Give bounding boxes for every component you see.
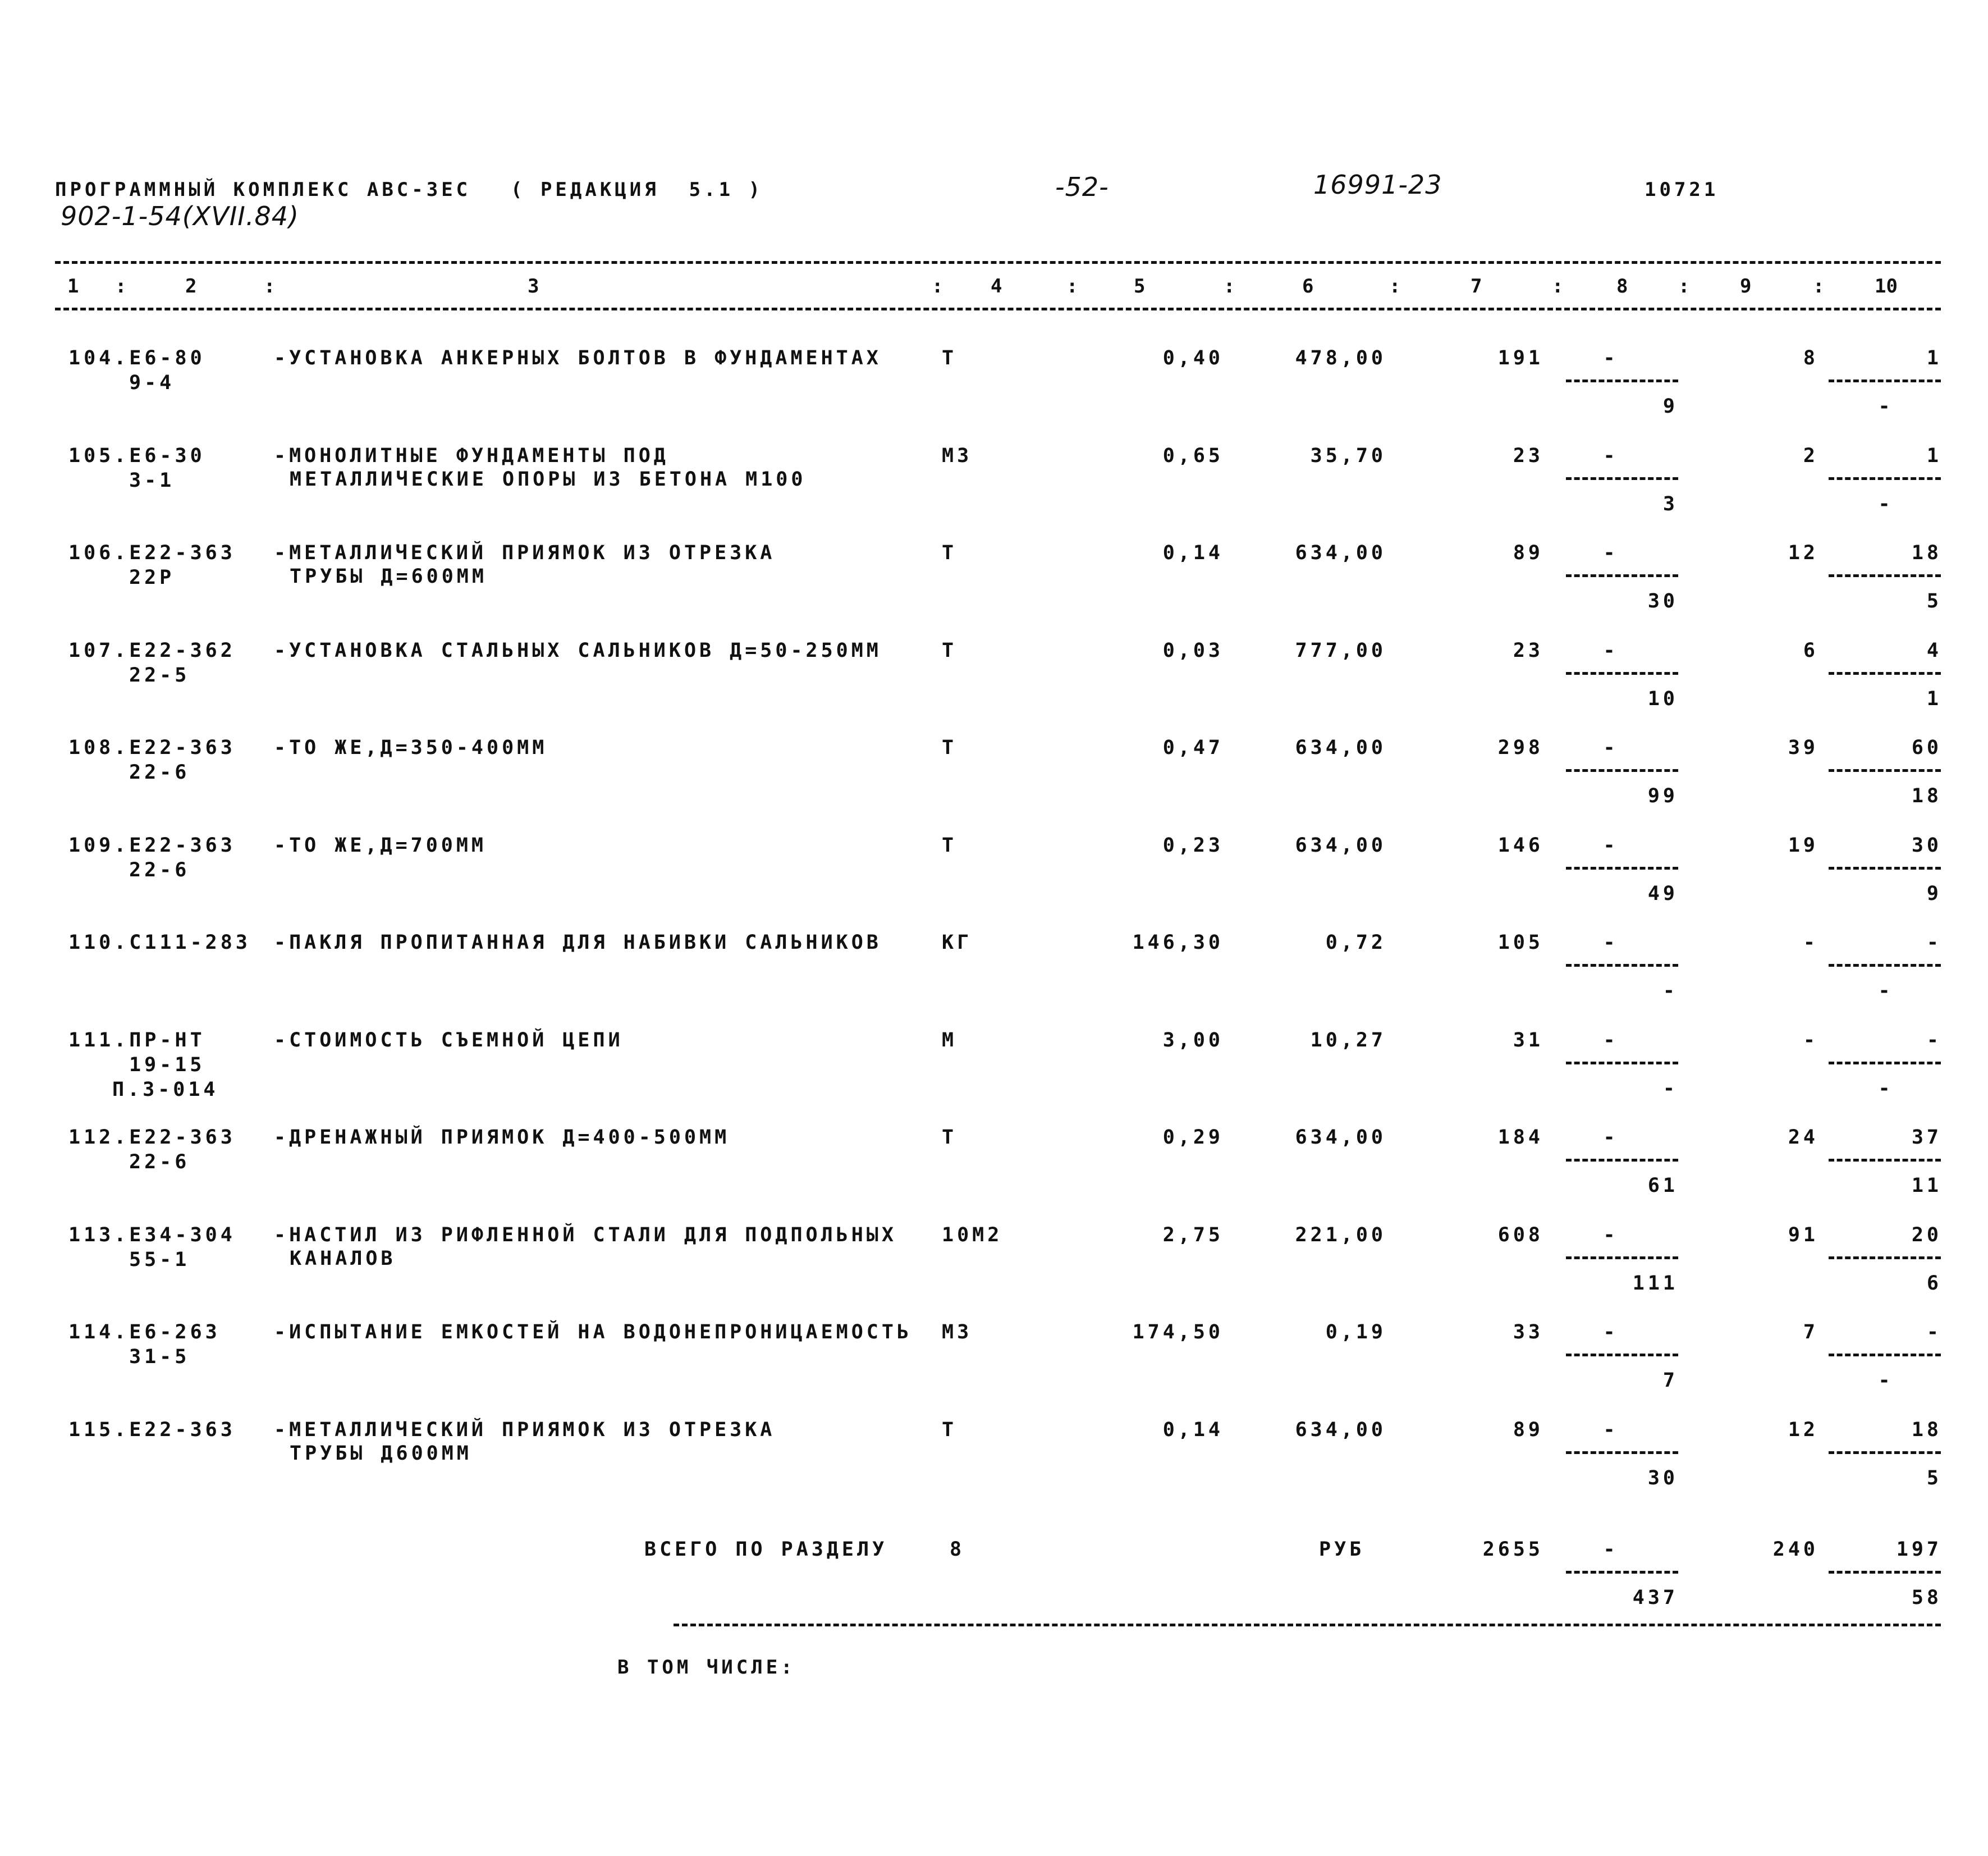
row-col8-bottom: 61 (1647, 1174, 1678, 1197)
row-col9: 2 (1803, 445, 1818, 467)
column-header-10: 10 (1875, 275, 1898, 298)
row-col8-top: - (1603, 445, 1619, 467)
row-unit: Т (942, 542, 958, 564)
row-total: 33 (1513, 1321, 1543, 1343)
row-unit-price: 10,27 (1310, 1029, 1386, 1052)
row-quantity: 0,40 (1162, 347, 1224, 369)
row-code-sub: 3-1 (129, 469, 175, 492)
column-header-8: 8 (1616, 275, 1628, 298)
summary-col10-fraction-line (1829, 1571, 1941, 1574)
row-col8-fraction-line (1566, 769, 1678, 772)
row-col8-bottom: 49 (1647, 883, 1678, 905)
row-col10-top: 1 (1926, 347, 1942, 369)
row-col10-fraction-line (1829, 867, 1941, 870)
row-col8-bottom: 9 (1662, 395, 1678, 418)
row-unit: Т (942, 347, 958, 369)
project-code: 902-1-54(XVII.84) (61, 201, 299, 231)
row-quantity: 0,29 (1162, 1126, 1224, 1149)
page-number: -52- (1055, 172, 1109, 202)
row-total: 184 (1497, 1126, 1543, 1149)
row-col10-fraction-line (1829, 380, 1941, 382)
column-separator: : (1224, 275, 1235, 298)
row-unit: КГ (942, 931, 973, 954)
row-col8-fraction-line (1566, 672, 1678, 675)
row-col10-bottom: 5 (1926, 1467, 1942, 1489)
row-unit-price: 634,00 (1295, 834, 1386, 857)
row-col9: 39 (1788, 737, 1818, 759)
row-unit: М3 (942, 445, 973, 467)
summary-label: ВСЕГО ПО РАЗДЕЛУ (644, 1538, 888, 1561)
column-header-6: 6 (1302, 275, 1314, 298)
row-col10-top: - (1926, 931, 1942, 954)
row-quantity: 0,14 (1162, 1419, 1224, 1441)
row-col10-top: 18 (1911, 1419, 1942, 1441)
row-col10-top: 1 (1926, 445, 1942, 467)
row-total: 23 (1513, 445, 1543, 467)
row-col8-top: - (1603, 1029, 1619, 1052)
row-code: 113.Е34-304 (68, 1224, 236, 1246)
row-unit-price: 777,00 (1295, 639, 1386, 662)
row-code-sub: 22-6 (129, 761, 190, 784)
row-col10-bottom: - (1878, 1077, 1894, 1100)
row-unit: Т (942, 1126, 958, 1149)
row-unit: М3 (942, 1321, 973, 1343)
row-col8-fraction-line (1566, 1159, 1678, 1162)
row-unit-price: 634,00 (1295, 1126, 1386, 1149)
row-total: 608 (1497, 1224, 1543, 1246)
row-total: 191 (1497, 347, 1543, 369)
row-col10-top: 30 (1911, 834, 1942, 857)
row-unit-price: 478,00 (1295, 347, 1386, 369)
row-total: 298 (1497, 737, 1543, 759)
row-col9: 19 (1788, 834, 1818, 857)
row-code-sub: П.3-014 (112, 1078, 219, 1101)
row-col8-top: - (1603, 834, 1619, 857)
row-code-sub: 31-5 (129, 1346, 190, 1368)
row-col10-fraction-line (1829, 1354, 1941, 1356)
column-separator: : (1066, 275, 1078, 298)
row-col9: - (1803, 1029, 1818, 1052)
row-code-sub: 9-4 (129, 372, 175, 394)
row-col9: 7 (1803, 1321, 1818, 1343)
summary-col8-fraction-line (1566, 1571, 1678, 1574)
row-col8-top: - (1603, 639, 1619, 662)
row-quantity: 146,30 (1132, 931, 1224, 954)
row-code: 104.Е6-80 (68, 347, 205, 369)
row-col10-bottom: 9 (1926, 883, 1942, 905)
row-col10-bottom: 18 (1911, 785, 1942, 807)
row-description: КАНАЛОВ (290, 1247, 396, 1270)
row-col8-fraction-line (1566, 574, 1678, 577)
row-col9: 24 (1788, 1126, 1818, 1149)
row-unit-price: 634,00 (1295, 737, 1386, 759)
row-code: 106.Е22-363 (68, 542, 236, 564)
column-separator: : (932, 275, 943, 298)
code-number: 10721 (1645, 179, 1719, 201)
row-quantity: 0,65 (1162, 445, 1224, 467)
row-unit: Т (942, 1419, 958, 1441)
row-col10-bottom: 1 (1926, 688, 1942, 710)
row-col9: 8 (1803, 347, 1818, 369)
row-unit-price: 634,00 (1295, 1419, 1386, 1441)
row-description: -МОНОЛИТНЫЕ ФУНДАМЕНТЫ ПОД (274, 445, 669, 467)
row-code-sub: 22Р (129, 566, 175, 589)
row-col10-top: 18 (1911, 542, 1942, 564)
row-description: МЕТАЛЛИЧЕСКИЕ ОПОРЫ ИЗ БЕТОНА М100 (290, 468, 807, 491)
row-code: 115.Е22-363 (68, 1419, 236, 1441)
row-col9: 6 (1803, 639, 1818, 662)
column-separator: : (115, 275, 127, 298)
row-unit: Т (942, 737, 958, 759)
column-separator: : (264, 275, 276, 298)
row-description: ТРУБЫ Д=600ММ (290, 565, 487, 588)
column-header-4: 4 (991, 275, 1002, 298)
row-col8-top: - (1603, 737, 1619, 759)
column-separator: : (1389, 275, 1401, 298)
row-col10-fraction-line (1829, 672, 1941, 675)
row-code: 109.Е22-363 (68, 834, 236, 857)
row-description: -ПАКЛЯ ПРОПИТАННАЯ ДЛЯ НАБИВКИ САЛЬНИКОВ (274, 931, 882, 954)
row-code: 107.Е22-362 (68, 639, 236, 662)
header-bottom-rule (55, 308, 1941, 310)
row-col10-bottom: - (1878, 395, 1894, 418)
row-col8-fraction-line (1566, 964, 1678, 967)
row-total: 31 (1513, 1029, 1543, 1052)
row-unit-price: 0,72 (1325, 931, 1386, 954)
row-description: -УСТАНОВКА АНКЕРНЫХ БОЛТОВ В ФУНДАМЕНТАХ (274, 347, 882, 369)
row-code-sub: 22-6 (129, 859, 190, 881)
row-description: -НАСТИЛ ИЗ РИФЛЕННОЙ СТАЛИ ДЛЯ ПОДПОЛЬНЫХ (274, 1224, 897, 1246)
doc-code: 16991-23 (1313, 170, 1442, 200)
row-col8-bottom: 3 (1662, 493, 1678, 515)
row-description: -ТО ЖЕ,Д=700ММ (274, 834, 487, 857)
row-unit: 10М2 (942, 1224, 1003, 1246)
header-top-rule (55, 261, 1941, 264)
column-header-5: 5 (1134, 275, 1146, 298)
program-name: ПРОГРАММНЫЙ КОМПЛЕКС АВС-3ЕС (55, 179, 471, 201)
row-unit-price: 221,00 (1295, 1224, 1386, 1246)
row-total: 89 (1513, 1419, 1543, 1441)
summary-unit: РУБ (1319, 1538, 1365, 1561)
row-col10-top: 20 (1911, 1224, 1942, 1246)
row-col10-bottom: 5 (1926, 590, 1942, 612)
column-header-2: 2 (185, 275, 197, 298)
column-separator: : (1552, 275, 1564, 298)
row-col10-top: - (1926, 1029, 1942, 1052)
row-col8-fraction-line (1566, 867, 1678, 870)
row-unit-price: 35,70 (1310, 445, 1386, 467)
row-quantity: 0,47 (1162, 737, 1224, 759)
row-description: -ТО ЖЕ,Д=350-400ММ (274, 737, 548, 759)
row-code-sub: 55-1 (129, 1249, 190, 1271)
summary-col10-bottom: 58 (1911, 1587, 1942, 1609)
row-col8-bottom: - (1662, 980, 1678, 1002)
row-col8-top: - (1603, 1224, 1619, 1246)
row-col8-fraction-line (1566, 1256, 1678, 1259)
row-col8-fraction-line (1566, 380, 1678, 382)
summary-total: 2655 (1482, 1538, 1543, 1561)
summary-col9: 240 (1772, 1538, 1818, 1561)
row-col8-top: - (1603, 931, 1619, 954)
column-header-7: 7 (1471, 275, 1482, 298)
row-unit: М (942, 1029, 958, 1052)
row-description: -СТОИМОСТЬ СЪЕМНОЙ ЦЕПИ (274, 1029, 624, 1052)
row-code: 108.Е22-363 (68, 737, 236, 759)
row-col10-top: 4 (1926, 639, 1942, 662)
summary-section: 8 (950, 1538, 965, 1561)
row-col8-top: - (1603, 1419, 1619, 1441)
row-col8-bottom: 10 (1647, 688, 1678, 710)
including-label: В ТОМ ЧИСЛЕ: (617, 1656, 796, 1679)
row-col8-bottom: 7 (1662, 1369, 1678, 1392)
row-code: 111.ПР-НТ (68, 1029, 205, 1052)
row-code-sub: 22-5 (129, 664, 190, 687)
row-description: -МЕТАЛЛИЧЕСКИЙ ПРИЯМОК ИЗ ОТРЕЗКА (274, 542, 776, 564)
row-col10-fraction-line (1829, 574, 1941, 577)
column-header-9: 9 (1740, 275, 1752, 298)
row-code-sub: 19-15 (129, 1054, 205, 1076)
row-quantity: 3,00 (1162, 1029, 1224, 1052)
row-col8-bottom: 30 (1647, 590, 1678, 612)
row-col9: 91 (1788, 1224, 1818, 1246)
row-col9: 12 (1788, 1419, 1818, 1441)
row-unit-price: 0,19 (1325, 1321, 1386, 1343)
row-code: 105.Е6-30 (68, 445, 205, 467)
row-col10-bottom: 11 (1911, 1174, 1942, 1197)
row-code: 110.С111-283 (68, 931, 251, 954)
row-col8-bottom: 30 (1647, 1467, 1678, 1489)
row-col10-fraction-line (1829, 1451, 1941, 1454)
row-quantity: 0,23 (1162, 834, 1224, 857)
row-code: 114.Е6-263 (68, 1321, 221, 1343)
edition-label: ( РЕДАКЦИЯ 5.1 ) (511, 179, 763, 201)
row-total: 146 (1497, 834, 1543, 857)
row-quantity: 0,14 (1162, 542, 1224, 564)
row-col10-top: - (1926, 1321, 1942, 1343)
row-col8-top: - (1603, 542, 1619, 564)
row-description: ТРУБЫ Д600ММ (290, 1442, 472, 1465)
row-col10-bottom: 6 (1926, 1272, 1942, 1295)
row-col9: - (1803, 931, 1818, 954)
column-separator: : (1678, 275, 1690, 298)
row-col10-top: 60 (1911, 737, 1942, 759)
summary-rule (674, 1624, 1941, 1626)
row-col8-fraction-line (1566, 1354, 1678, 1356)
column-separator: : (1813, 275, 1825, 298)
row-total: 23 (1513, 639, 1543, 662)
column-header-3: 3 (528, 275, 539, 298)
row-quantity: 2,75 (1162, 1224, 1224, 1246)
row-col10-bottom: - (1878, 1369, 1894, 1392)
column-header-1: 1 (67, 275, 79, 298)
row-unit-price: 634,00 (1295, 542, 1386, 564)
row-col10-fraction-line (1829, 1062, 1941, 1064)
row-col8-fraction-line (1566, 477, 1678, 480)
row-unit: Т (942, 639, 958, 662)
summary-col8-top: - (1603, 1538, 1619, 1561)
row-col8-top: - (1603, 1321, 1619, 1343)
row-total: 105 (1497, 931, 1543, 954)
row-col8-bottom: 111 (1632, 1272, 1678, 1295)
row-col10-fraction-line (1829, 477, 1941, 480)
row-col10-bottom: - (1878, 493, 1894, 515)
row-total: 89 (1513, 542, 1543, 564)
row-code-sub: 22-6 (129, 1151, 190, 1173)
row-description: -ИСПЫТАНИЕ ЕМКОСТЕЙ НА ВОДОНЕПРОНИЦАЕМОСТЬ (274, 1321, 913, 1343)
row-code: 112.Е22-363 (68, 1126, 236, 1149)
row-col8-bottom: - (1662, 1077, 1678, 1100)
row-col8-bottom: 99 (1647, 785, 1678, 807)
row-col10-fraction-line (1829, 1256, 1941, 1259)
row-col10-top: 37 (1911, 1126, 1942, 1149)
row-col10-bottom: - (1878, 980, 1894, 1002)
summary-col10-top: 197 (1896, 1538, 1942, 1561)
row-col8-fraction-line (1566, 1451, 1678, 1454)
row-description: -УСТАНОВКА СТАЛЬНЫХ САЛЬНИКОВ Д=50-250ММ (274, 639, 882, 662)
row-col8-top: - (1603, 347, 1619, 369)
row-col10-fraction-line (1829, 1159, 1941, 1162)
row-col8-fraction-line (1566, 1062, 1678, 1064)
row-unit: Т (942, 834, 958, 857)
row-quantity: 174,50 (1132, 1321, 1224, 1343)
row-description: -МЕТАЛЛИЧЕСКИЙ ПРИЯМОК ИЗ ОТРЕЗКА (274, 1419, 776, 1441)
row-description: -ДРЕНАЖНЫЙ ПРИЯМОК Д=400-500ММ (274, 1126, 730, 1149)
summary-col8-bottom: 437 (1632, 1587, 1678, 1609)
row-quantity: 0,03 (1162, 639, 1224, 662)
row-col10-fraction-line (1829, 769, 1941, 772)
row-col9: 12 (1788, 542, 1818, 564)
row-col10-fraction-line (1829, 964, 1941, 967)
row-col8-top: - (1603, 1126, 1619, 1149)
